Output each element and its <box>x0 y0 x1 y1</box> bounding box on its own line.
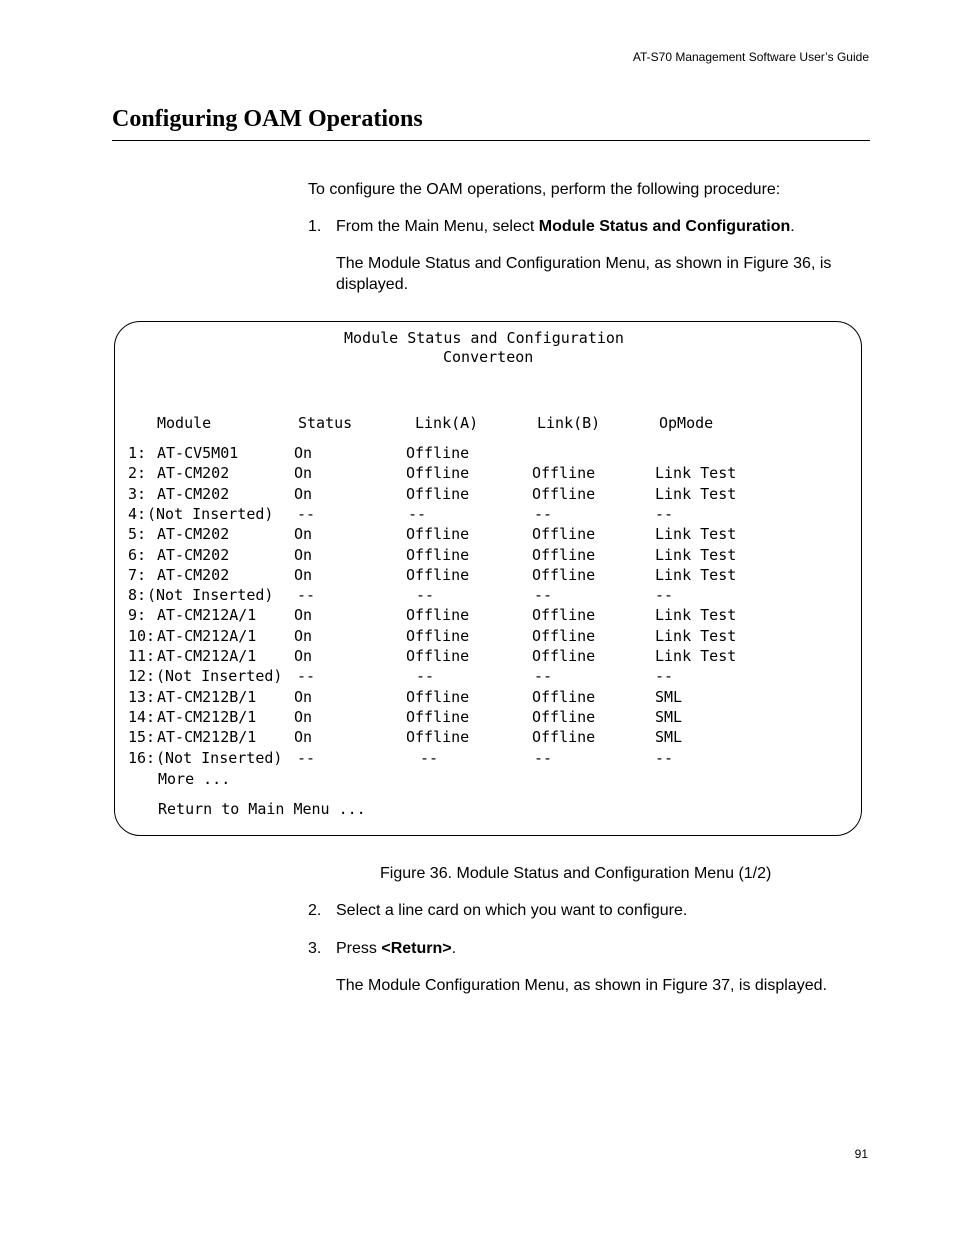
step-2-number: 2. <box>308 902 322 919</box>
row-module: AT-CM202 <box>157 546 230 564</box>
row-index: 11: <box>128 647 156 665</box>
row-index: 8: <box>128 586 147 604</box>
row-module: AT-CM202 <box>157 485 230 503</box>
row-index: 12: <box>128 667 156 685</box>
row-status: -- <box>297 667 316 685</box>
row-opmode: Link Test <box>655 546 737 564</box>
row-module: AT-CM202 <box>157 566 230 584</box>
row-index: 16: <box>128 749 156 767</box>
row-status: On <box>294 688 313 706</box>
row-status: On <box>294 606 313 624</box>
row-status: On <box>294 464 313 482</box>
step-3-detail: The Module Configuration Menu, as shown in Figure 37, is displayed. <box>336 977 827 994</box>
row-opmode: -- <box>655 586 674 604</box>
row-opmode: SML <box>655 708 683 726</box>
row-link-a: -- <box>420 749 439 767</box>
row-module: AT-CM202 <box>157 525 230 543</box>
row-index: 1: <box>128 444 147 462</box>
step-1-text-before: From the Main Menu, select <box>336 218 539 235</box>
row-module: AT-CM212B/1 <box>157 728 257 746</box>
row-status: On <box>294 444 313 462</box>
row-opmode: Link Test <box>655 464 737 482</box>
row-link-b: Offline <box>532 464 596 482</box>
figure-caption: Figure 36. Module Status and Configuration Menu (1/2) <box>380 865 772 882</box>
column-header-module: Module <box>157 414 212 432</box>
screen-title: Module Status and Configuration <box>344 329 624 347</box>
step-3-text-before: Press <box>336 940 382 957</box>
step-1-text-after: . <box>790 218 795 235</box>
step-3-number: 3. <box>308 940 322 957</box>
screen-subtitle: Converteon <box>443 348 534 366</box>
row-status: -- <box>297 749 316 767</box>
row-link-b: Offline <box>532 485 596 503</box>
row-link-a: -- <box>416 586 435 604</box>
row-index: 2: <box>128 464 147 482</box>
row-status: On <box>294 708 313 726</box>
row-module: AT-CM212B/1 <box>157 688 257 706</box>
intro-paragraph: To configure the OAM operations, perform the following procedure: <box>308 181 781 198</box>
row-index: 3: <box>128 485 147 503</box>
row-link-b: Offline <box>532 647 596 665</box>
row-index: 9: <box>128 606 147 624</box>
column-header-link-b: Link(B) <box>537 414 601 432</box>
row-link-b: Offline <box>532 627 596 645</box>
row-link-b: Offline <box>532 566 596 584</box>
page-number: 91 <box>854 1147 868 1161</box>
row-link-a: -- <box>408 505 427 523</box>
row-opmode: -- <box>655 667 674 685</box>
row-status: -- <box>297 505 316 523</box>
running-header: AT-S70 Management Software User’s Guide <box>632 50 869 64</box>
row-status: On <box>294 566 313 584</box>
row-module: (Not Inserted) <box>147 505 274 523</box>
row-module: (Not Inserted) <box>156 667 283 685</box>
row-link-a: Offline <box>406 606 470 624</box>
row-module: AT-CM212B/1 <box>157 708 257 726</box>
row-module: (Not Inserted) <box>156 749 283 767</box>
row-index: 4: <box>128 505 147 523</box>
row-index: 6: <box>128 546 147 564</box>
row-index: 10: <box>128 627 156 645</box>
row-module: AT-CM212A/1 <box>157 647 257 665</box>
title-rule <box>112 140 870 141</box>
row-opmode: Link Test <box>655 606 737 624</box>
step-1-bold: Module Status and Configuration <box>538 218 791 235</box>
row-status: On <box>294 485 313 503</box>
row-link-a: Offline <box>406 647 470 665</box>
row-status: On <box>294 647 313 665</box>
step-1-number: 1. <box>308 218 322 235</box>
row-module: AT-CM212A/1 <box>157 627 257 645</box>
row-opmode: SML <box>655 688 683 706</box>
row-link-b: Offline <box>532 525 596 543</box>
section-title: Configuring OAM Operations <box>112 106 423 132</box>
row-link-b: Offline <box>532 728 596 746</box>
row-link-b: Offline <box>532 708 596 726</box>
column-header-link-a: Link(A) <box>415 414 479 432</box>
row-index: 15: <box>128 728 156 746</box>
row-link-b: -- <box>534 505 553 523</box>
row-link-a: Offline <box>406 566 470 584</box>
row-link-a: Offline <box>406 485 470 503</box>
row-opmode: Link Test <box>655 627 737 645</box>
row-opmode: SML <box>655 728 683 746</box>
row-link-b: -- <box>534 586 553 604</box>
row-index: 13: <box>128 688 156 706</box>
row-link-b: Offline <box>532 688 596 706</box>
row-link-b: -- <box>534 667 553 685</box>
step-1-text <box>336 216 871 237</box>
more-option[interactable]: More ... <box>158 770 231 788</box>
row-index: 14: <box>128 708 156 726</box>
row-link-a: Offline <box>406 464 470 482</box>
column-header-opmode: OpMode <box>659 414 714 432</box>
row-module: AT-CM202 <box>157 464 230 482</box>
row-opmode: Link Test <box>655 647 737 665</box>
row-link-a: Offline <box>406 627 470 645</box>
row-link-b: Offline <box>532 606 596 624</box>
step-3-text <box>336 938 871 959</box>
step-2-text: Select a line card on which you want to configure. <box>336 902 688 919</box>
row-status: On <box>294 525 313 543</box>
row-link-a: Offline <box>406 525 470 543</box>
step-3-text-after: . <box>451 940 457 957</box>
row-module: AT-CM212A/1 <box>157 606 257 624</box>
row-link-a: Offline <box>406 444 470 462</box>
row-opmode: Link Test <box>655 525 737 543</box>
row-link-a: -- <box>416 667 435 685</box>
row-link-a: Offline <box>406 688 470 706</box>
row-opmode: -- <box>655 505 674 523</box>
row-opmode: -- <box>655 749 674 767</box>
column-header-status: Status <box>298 414 353 432</box>
step-1-detail: The Module Status and Configuration Menu, as shown in Figure 36, is displayed. <box>336 255 832 293</box>
row-status: On <box>294 627 313 645</box>
row-link-a: Offline <box>406 728 470 746</box>
row-opmode: Link Test <box>655 566 737 584</box>
row-status: -- <box>297 586 316 604</box>
step-3-bold: <Return> <box>381 940 452 957</box>
row-status: On <box>294 546 313 564</box>
row-module: (Not Inserted) <box>147 586 274 604</box>
row-module: AT-CV5M01 <box>157 444 239 462</box>
row-link-b: -- <box>534 749 553 767</box>
row-index: 7: <box>128 566 147 584</box>
row-status: On <box>294 728 313 746</box>
row-link-b: Offline <box>532 546 596 564</box>
row-link-a: Offline <box>406 708 470 726</box>
row-index: 5: <box>128 525 147 543</box>
row-opmode: Link Test <box>655 485 737 503</box>
row-link-a: Offline <box>406 546 470 564</box>
return-to-main-menu-option[interactable]: Return to Main Menu ... <box>158 800 366 818</box>
